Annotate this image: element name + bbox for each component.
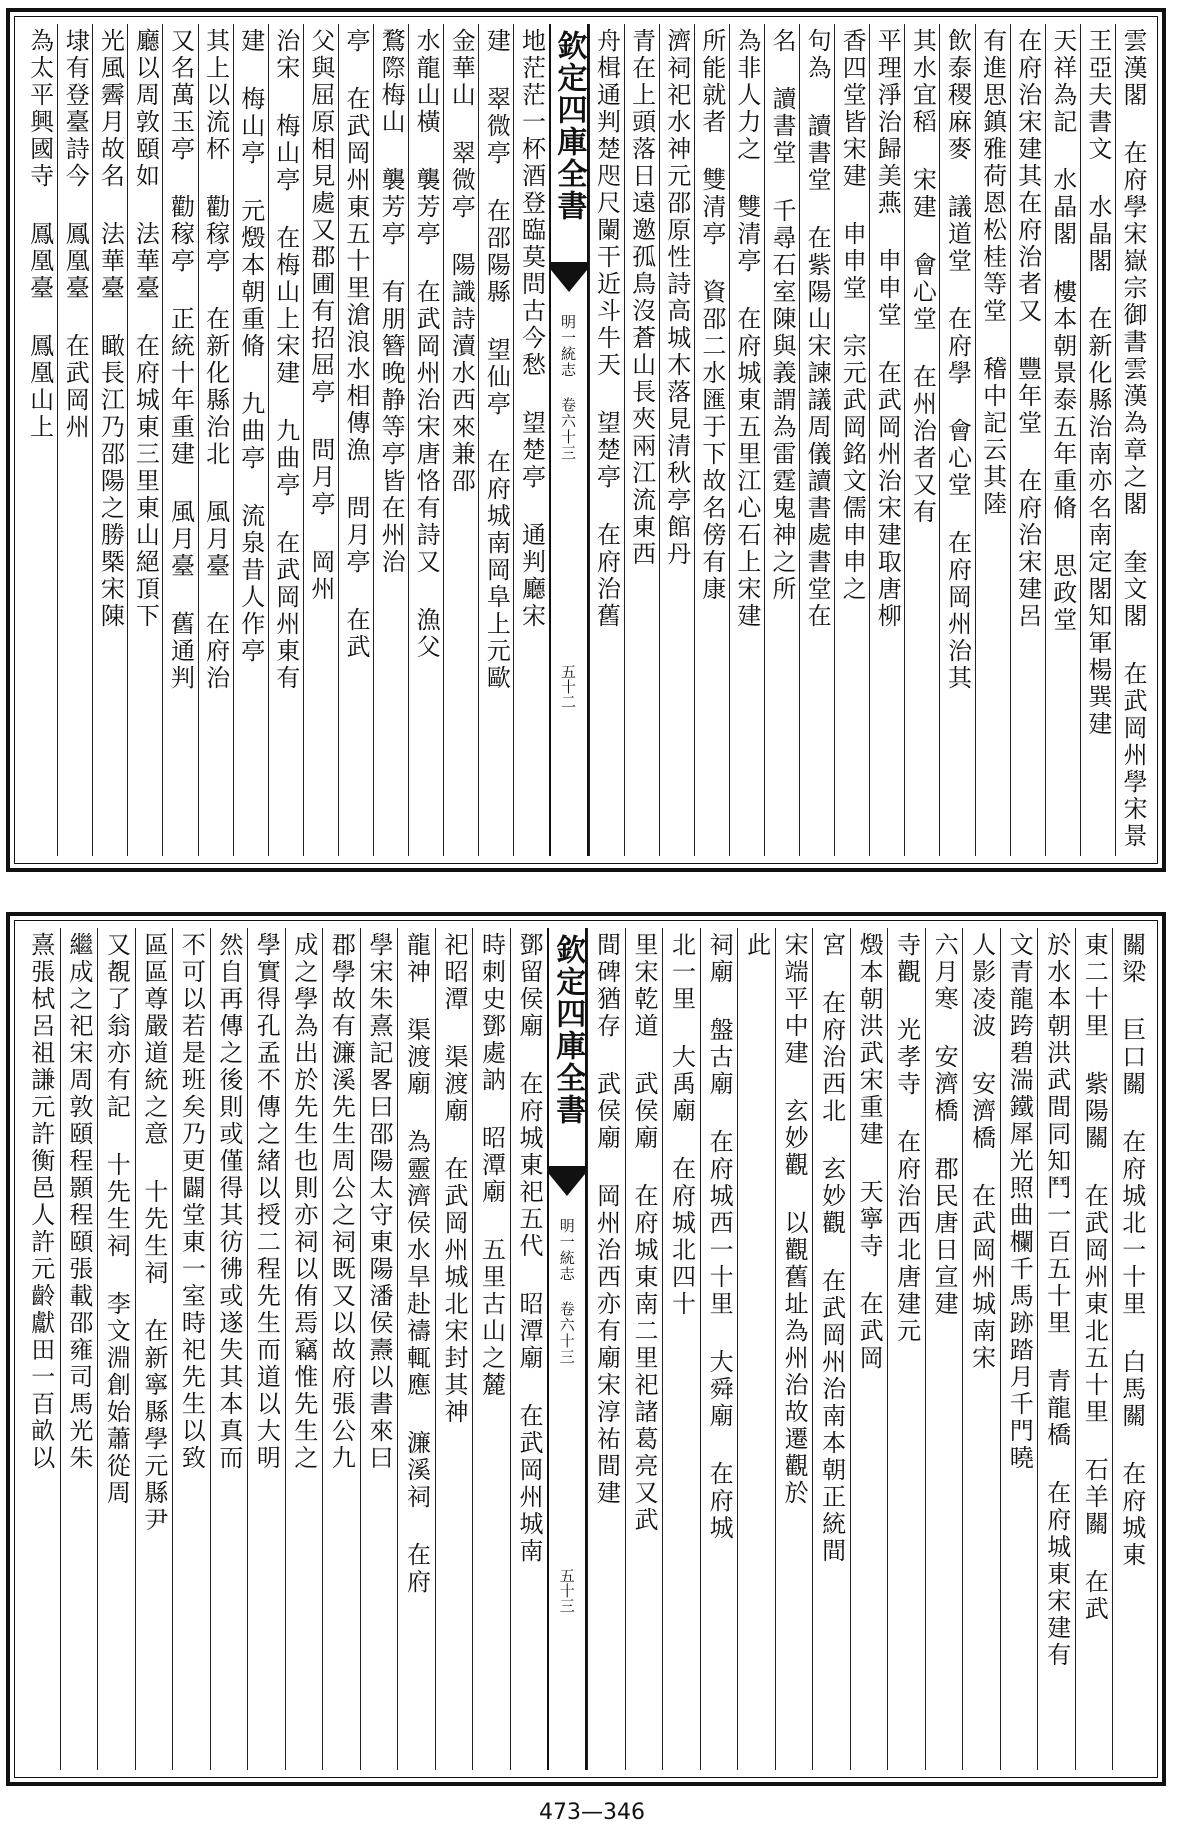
text-column <box>812 928 850 1770</box>
column-text: 有進思鎮雅荷恩松桂等堂 稽中記云其陸 <box>978 28 1007 518</box>
text-column <box>625 928 663 1770</box>
column-text: 龍神 渠渡廟 為靈濟侯水旱赴禱輒應 濂溪祠 在府 <box>402 932 431 1596</box>
text-column <box>1037 928 1075 1770</box>
page-number: 五十二 <box>559 664 577 709</box>
text-column <box>925 928 963 1770</box>
text-column <box>127 24 162 856</box>
text-column <box>135 928 173 1770</box>
column-text: 天祥為記 水晶閣 樓本朝景泰五年重脩 思政堂 <box>1048 28 1077 634</box>
volume-label: 明一統志 卷六十三 <box>557 1218 576 1365</box>
text-column <box>1115 24 1150 856</box>
column-text: 其上以流杯 勸稼亭 在新化縣治北 風月臺 在府治 <box>201 28 230 692</box>
text-column <box>589 24 624 856</box>
column-text: 地茫茫一杯酒登臨莫問古今愁 望楚亭 通判廳宋 <box>517 28 546 630</box>
text-column <box>303 24 338 856</box>
column-text: 平理淨治歸美燕 申申堂 在武岡州治宋建取唐柳 <box>873 28 902 630</box>
text-column <box>172 928 210 1770</box>
page-number: 五十三 <box>557 1568 576 1613</box>
text-column <box>904 24 939 856</box>
text-column <box>869 24 904 856</box>
column-text: 東二十里 紫陽關 在武岡州東北五十里 石羊關 在武 <box>1080 932 1109 1623</box>
column-text: 學實得孔孟不傳之緒以授二程先生而道以大明 <box>252 932 281 1472</box>
text-column <box>408 24 443 856</box>
column-text: 飲泰稷麻麥 議道堂 在府學 會心堂 在府岡州治其 <box>943 28 972 692</box>
column-text: 又覩了翁亦有記 十先生祠 李文淵創始蕭從周 <box>102 932 131 1507</box>
text-column <box>268 24 303 856</box>
column-text: 其水宜稻 宋建 會心堂 在州治者又有 <box>908 28 937 526</box>
text-column <box>443 24 478 856</box>
column-text: 青在上頭落日遠邀孤鳥沒蒼山長夾兩江流東西 <box>627 28 656 568</box>
text-column <box>775 928 813 1770</box>
text-column <box>198 24 233 856</box>
text-column <box>624 24 659 856</box>
text-column <box>587 928 625 1770</box>
upper-page <box>6 8 1166 872</box>
text-column <box>397 928 435 1770</box>
text-column <box>233 24 268 856</box>
column-text: 鄧留侯廟 在府城東祀五代 昭潭廟 在武岡州城南 <box>515 932 543 1565</box>
column-text: 香四堂皆宋建 申申堂 宗元武岡銘文儒申申之 <box>838 28 867 603</box>
text-column <box>513 24 548 856</box>
column-text: 時刺史鄧處訥 昭潭廟 五里古山之麓 <box>477 932 506 1399</box>
column-text: 為非人力之 雙清亭 在府城東五里江心石上宋建 <box>732 28 761 630</box>
text-column <box>694 24 729 856</box>
lower-page <box>6 912 1166 1786</box>
text-column <box>210 928 248 1770</box>
text-column <box>1045 24 1080 856</box>
column-text: 金華山 翠微亭 陽識詩瀆水西來兼邵 <box>447 28 476 495</box>
column-text: 祠廟 盤古廟 在府城西一十里 大舜廟 在府城 <box>705 932 734 1542</box>
text-column <box>22 24 57 856</box>
column-text: 建 翠微亭 在邵陽縣 望仙亭 在府城南岡阜上元歐 <box>482 28 511 692</box>
column-text: 此 <box>742 932 771 959</box>
book-title: 欽定四庫全書 <box>550 934 586 1126</box>
text-column <box>435 928 473 1770</box>
column-text: 祀昭潭 渠渡廟 在武岡州城北宋封其神 <box>439 932 468 1426</box>
text-column <box>764 24 799 856</box>
column-text: 寺觀 光孝寺 在府治西北唐建元 <box>892 932 921 1345</box>
column-text: 區區尊嚴道統之意 十先生祠 在新寧縣學元縣尹 <box>139 932 168 1534</box>
column-text: 里宋乾道 武侯廟 在府城東南二里祀諸葛亮又武 <box>630 932 659 1534</box>
column-text: 學宋朱熹記畧曰邵陽太守東陽潘侯燾以書來曰 <box>364 932 393 1472</box>
column-text: 燬本朝洪武宋重建 天寧寺 在武岡 <box>855 932 884 1372</box>
text-column <box>92 24 127 856</box>
center-fold-column <box>547 928 587 1770</box>
text-column <box>1112 928 1150 1770</box>
text-column <box>97 928 135 1770</box>
text-column <box>1010 24 1045 856</box>
text-column <box>887 928 925 1770</box>
column-text: 為太平興國寺 鳳凰臺 鳳凰山上 <box>25 28 54 441</box>
text-column <box>1000 928 1038 1770</box>
column-text: 句為 讀書堂 在紫陽山宋諫議周儀讀書處書堂在 <box>803 28 832 630</box>
column-text: 父與屈原相見處又郡圃有招屈亭 問月亭 岡州 <box>306 28 335 603</box>
column-text: 建 梅山亭 元燬本朝重脩 九曲亭 流泉昔人作亭 <box>236 28 265 665</box>
text-column <box>338 24 373 856</box>
volume-label: 明一統志 卷六十三 <box>559 314 577 461</box>
column-text: 光風霽月故名 法華臺 瞰長江乃邵陽之勝槩宋陳 <box>96 28 125 630</box>
column-text: 宮 在府治西北 玄妙觀 在武岡州治南本朝正統間 <box>817 932 846 1565</box>
column-text: 北一里 大禹廟 在府城北四十 <box>667 932 696 1318</box>
column-text: 在府治宋建其在府治者又 豐年堂 在府治宋建呂 <box>1013 28 1042 630</box>
column-text: 成之學為出於先生也則亦祠以侑焉竊惟先生之 <box>289 932 318 1472</box>
column-text: 間碑猶存 武侯廟 岡州治西亦有廟宋淳祐間建 <box>592 932 621 1507</box>
text-column <box>478 24 513 856</box>
text-column <box>700 928 738 1770</box>
column-text: 鶩際梅山 襲芳亭 有朋簪晚静等亭皆在州治 <box>377 28 406 576</box>
text-column <box>285 928 323 1770</box>
text-column <box>322 928 360 1770</box>
column-text: 廳以周敦頤如 法華臺 在府城東三里東山絕頂下 <box>131 28 160 630</box>
column-text: 然自再傳之後則或僅得其彷彿或遂失其本真而 <box>214 932 243 1472</box>
text-column <box>662 928 700 1770</box>
text-column <box>360 928 398 1770</box>
column-text: 所能就者 雙清亭 資邵二水匯于下故名傍有康 <box>697 28 726 603</box>
column-text: 王亞夫書文 水晶閣 在新化縣治南亦名南定閣知軍楊巽建 <box>1083 28 1112 738</box>
text-column <box>60 928 98 1770</box>
text-column <box>834 24 869 856</box>
text-column <box>659 24 694 856</box>
text-column <box>373 24 408 856</box>
column-text: 繼成之祀宋周敦頤程顥程頤張載邵雍司馬光朱 <box>64 932 93 1472</box>
text-column <box>850 928 888 1770</box>
column-text: 關梁 巨口關 在府城北一十里 白馬關 在府城東 <box>1117 932 1146 1569</box>
column-text: 六月寒 安濟橋 郡民唐日宣建 <box>930 932 959 1318</box>
text-column <box>799 24 834 856</box>
center-fold-column <box>549 24 589 856</box>
column-text: 又名萬玉亭 勸稼亭 正統十年重建 風月臺 舊通判 <box>166 28 195 692</box>
fish-tail-mark-icon <box>549 1166 585 1200</box>
column-text: 文青龍跨碧湍鐵犀光照曲欄千馬跡踏月千門曉 <box>1005 932 1034 1472</box>
page-footer-number: 473—346 <box>539 1800 645 1825</box>
text-column <box>737 928 775 1770</box>
upper-page-columns <box>22 24 1150 856</box>
column-text: 雲漢閣 在府學宋嶽宗御書雲漢為章之閣 奎文閣 在武岡州學宋景 <box>1118 28 1147 850</box>
text-column <box>939 24 974 856</box>
column-text: 濟祠祀水神元邵原性詩高城木落見清秋亭館丹 <box>662 28 691 568</box>
column-text: 水龍山橫 襲芳亭 在武岡州治宋唐恪有詩又 漁父 <box>412 28 441 661</box>
text-column <box>247 928 285 1770</box>
column-text: 人影凌波 安濟橋 在武岡州城南宋 <box>967 932 996 1372</box>
column-text: 不可以若是班矣乃更闢堂東一室時祀先生以致 <box>177 932 206 1472</box>
column-text: 郡學故有濂溪先生周公之祠既又以故府張公九 <box>327 932 356 1472</box>
text-column <box>510 928 548 1770</box>
text-column <box>472 928 510 1770</box>
fish-tail-mark-icon <box>551 262 587 296</box>
column-text: 治宋 梅山亭 在梅山上宋建 九曲亭 在武岡州東有 <box>271 28 300 692</box>
text-column <box>57 24 92 856</box>
column-text: 宋端平中建 玄妙觀 以觀舊址為州治故遷觀於 <box>780 932 809 1507</box>
text-column <box>162 24 197 856</box>
text-column <box>1075 928 1113 1770</box>
text-column <box>962 928 1000 1770</box>
column-text: 亭 在武岡州東五十里滄浪水相傳漁 問月亭 在武 <box>341 28 370 661</box>
column-text: 埭有登臺詩今 鳳凰臺 在武岡州 <box>61 28 90 441</box>
text-column <box>975 24 1010 856</box>
column-text: 於水本朝洪武間同知鬥一百五十里 青龍橋 在府城東宋建有 <box>1042 932 1071 1669</box>
column-text: 熹張栻呂祖謙元許衡邑人許元齡獻田一百畝以 <box>26 932 55 1472</box>
book-title: 欽定四庫全書 <box>551 30 587 222</box>
column-text: 舟楫通判楚咫尺闌干近斗牛天 望楚亭 在府治舊 <box>592 28 621 630</box>
column-text: 名 讀書堂 千尋石室陳與義謂為雷霆鬼神之所 <box>768 28 797 603</box>
text-column <box>1080 24 1115 856</box>
lower-page-columns <box>22 928 1150 1770</box>
text-column <box>729 24 764 856</box>
text-column <box>22 928 60 1770</box>
